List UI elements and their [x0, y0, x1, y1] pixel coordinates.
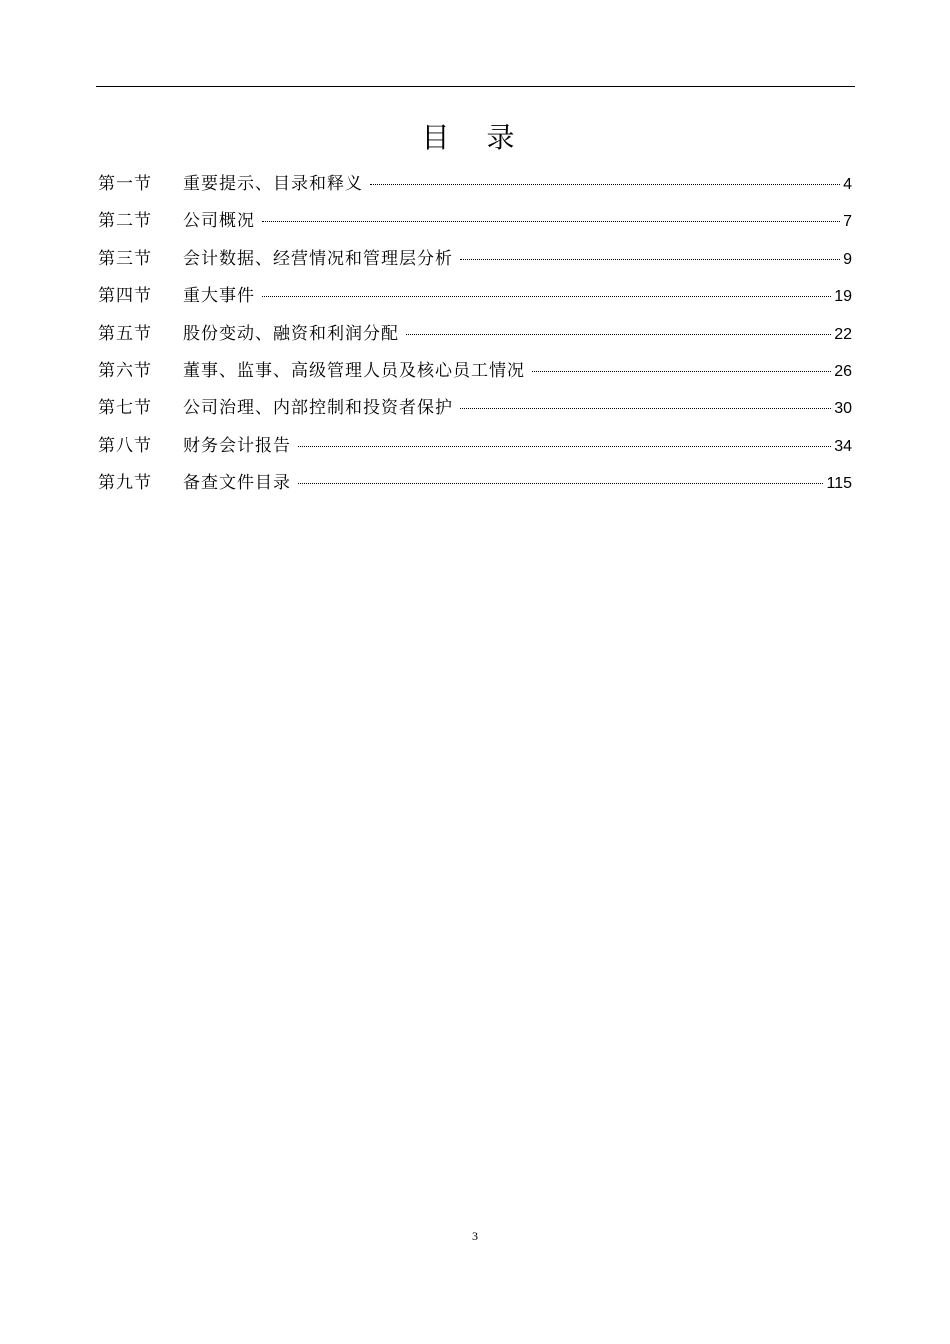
page-number: 3 [472, 1229, 478, 1243]
toc-dot-leader [298, 482, 823, 484]
header-rule [96, 86, 855, 87]
toc-entry-heading: 财务会计报告 [183, 435, 291, 456]
toc-dot-leader [370, 183, 840, 185]
toc-dot-leader [460, 258, 840, 260]
toc-entry[interactable] [98, 316, 852, 353]
toc-entry-section: 第四节 [98, 286, 152, 307]
toc-entry-section: 第八节 [98, 435, 152, 456]
toc-entry-heading: 重大事件 [183, 286, 255, 307]
toc-entry[interactable] [98, 465, 852, 502]
toc-entry[interactable] [98, 278, 852, 315]
toc-entry-page: 26 [834, 362, 852, 380]
toc-entry-page: 9 [843, 250, 852, 268]
toc-entry-heading: 公司治理、内部控制和投资者保护 [183, 398, 453, 419]
toc-entry-page: 7 [843, 213, 852, 231]
toc-entry-heading: 股份变动、融资和利润分配 [183, 323, 399, 344]
toc-entry-heading: 备查文件目录 [183, 473, 291, 494]
toc-entry-heading: 会计数据、经营情况和管理层分析 [183, 248, 453, 269]
toc-entry-heading: 重要提示、目录和释义 [183, 174, 363, 194]
toc-entry-page: 22 [834, 325, 852, 343]
toc-title: 目 录 [421, 121, 529, 154]
toc-entry-page: 34 [834, 437, 852, 455]
toc-dot-leader [406, 333, 831, 335]
toc-dot-leader [262, 295, 831, 297]
toc-entry-heading: 董事、监事、高级管理人员及核心员工情况 [183, 360, 525, 381]
toc-entry-section: 第六节 [98, 360, 152, 381]
toc-entry-section: 第三节 [98, 248, 152, 269]
toc-entry-page: 30 [834, 400, 852, 418]
toc-entry-section: 第五节 [98, 323, 152, 344]
toc-entry[interactable] [98, 390, 852, 427]
toc-list [98, 166, 852, 503]
toc-entry-page: 115 [826, 475, 852, 493]
toc-entry[interactable] [98, 353, 852, 390]
toc-entry-page: 19 [834, 288, 852, 306]
toc-dot-leader [532, 370, 831, 372]
toc-entry-section: 第七节 [98, 398, 152, 419]
toc-entry-section: 第一节 [98, 174, 152, 194]
toc-entry[interactable] [98, 166, 852, 203]
toc-entry-section: 第九节 [98, 473, 152, 494]
toc-entry[interactable] [98, 428, 852, 465]
toc-entry[interactable] [98, 241, 852, 278]
toc-entry-heading: 公司概况 [183, 211, 255, 232]
toc-dot-leader [262, 220, 840, 222]
toc-entry-section: 第二节 [98, 211, 152, 232]
toc-entry[interactable] [98, 203, 852, 240]
toc-entry-page: 4 [843, 176, 852, 193]
toc-dot-leader [298, 445, 831, 447]
toc-dot-leader [460, 407, 831, 409]
